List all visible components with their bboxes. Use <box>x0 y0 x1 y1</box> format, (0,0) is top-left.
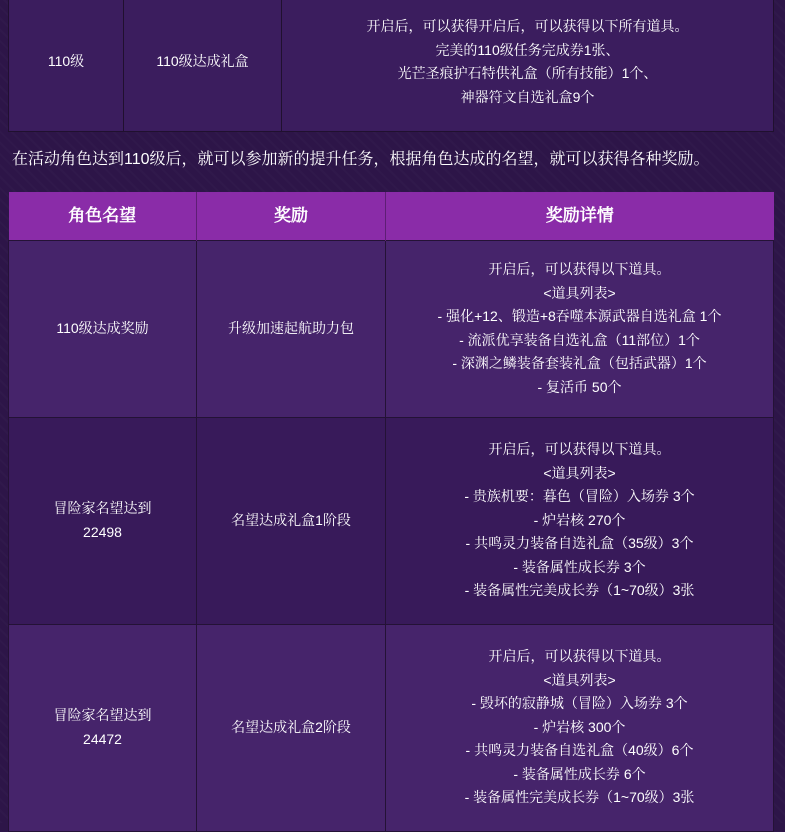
detail-line: 完美的110级任务完成券1张、 <box>435 41 620 58</box>
detail-line: 开启后，可以获得以下道具。 <box>488 648 671 665</box>
detail-line: 开启后，可以获得以下道具。 <box>488 441 671 458</box>
detail-line: 光芒圣痕护石特供礼盒（所有技能）1个、 <box>397 65 658 81</box>
reward-cell: 名望达成礼盒1阶段 <box>197 417 386 624</box>
reward-cell: 名望达成礼盒2阶段 <box>197 624 386 831</box>
detail-line: - 装备属性成长券 3个 <box>513 558 646 575</box>
detail-line: <道具列表> <box>543 464 616 481</box>
detail-line: - 强化+12、锻造+8吞噬本源武器自选礼盒 1个 <box>437 308 722 324</box>
detail-line: - 共鸣灵力装备自选礼盒（40级）6个 <box>465 742 694 759</box>
detail-line: 开启后，可以获得以下道具。 <box>488 261 671 277</box>
level-cell: 110级 <box>9 0 124 132</box>
detail-line: - 装备属性完美成长券（1~70级）3张 <box>464 582 695 599</box>
detail-line: - 炉岩核 300个 <box>533 718 626 735</box>
detail-line: - 炉岩核 270个 <box>533 511 626 528</box>
fame-reward-table <box>8 192 774 832</box>
detail-line: - 装备属性成长券 6个 <box>513 765 646 782</box>
table-header-row <box>9 192 774 240</box>
detail-line: <道具列表> <box>543 284 616 301</box>
detail-line: <道具列表> <box>543 671 616 688</box>
table-row <box>9 240 774 417</box>
fame-line: 冒险家名望达到 <box>53 500 152 516</box>
box-cell: 110级达成礼盒 <box>124 0 282 132</box>
fame-line: 110级达成奖励 <box>56 319 149 336</box>
header-fame: 角色名望 <box>9 192 197 240</box>
fame-cell <box>9 240 197 417</box>
detail-line: - 复活币 50个 <box>537 378 622 395</box>
detail-line: 开启后，可以获得开启后，可以获得以下所有道具。 <box>366 18 689 34</box>
reward-cell: 升级加速起航助力包 <box>197 240 386 417</box>
intro-text: 在活动角色达到110级后，就可以参加新的提升任务，根据角色达成的名望，就可以获得各种奖励。 <box>12 151 710 168</box>
table-row <box>9 417 774 624</box>
details-cell <box>282 0 774 132</box>
fame-line: 22498 <box>83 523 122 540</box>
table-row <box>9 624 774 831</box>
header-details: 奖励详情 <box>386 192 774 240</box>
fame-line: 冒险家名望达到 <box>53 707 152 723</box>
detail-line: - 装备属性完美成长券（1~70级）3张 <box>464 789 695 806</box>
detail-line: - 深渊之鳞装备套装礼盒（包括武器）1个 <box>452 355 707 371</box>
details-cell <box>386 417 774 624</box>
header-reward: 奖励 <box>197 192 386 240</box>
fame-cell <box>9 417 197 624</box>
table-row <box>9 0 774 132</box>
detail-line: 神器符文自选礼盒9个 <box>460 88 595 105</box>
level-reward-table <box>8 0 774 132</box>
fame-line: 24472 <box>83 730 122 747</box>
detail-line: - 贵族机要：暮色（冒险）入场券 3个 <box>464 488 695 505</box>
details-cell <box>386 624 774 831</box>
detail-line: - 毁坏的寂静城（冒险）入场券 3个 <box>471 695 688 712</box>
detail-line: - 共鸣灵力装备自选礼盒（35级）3个 <box>465 535 694 552</box>
details-cell <box>386 240 774 417</box>
fame-cell <box>9 624 197 831</box>
detail-line: - 流派优享装备自选礼盒（11部位）1个 <box>459 331 700 348</box>
